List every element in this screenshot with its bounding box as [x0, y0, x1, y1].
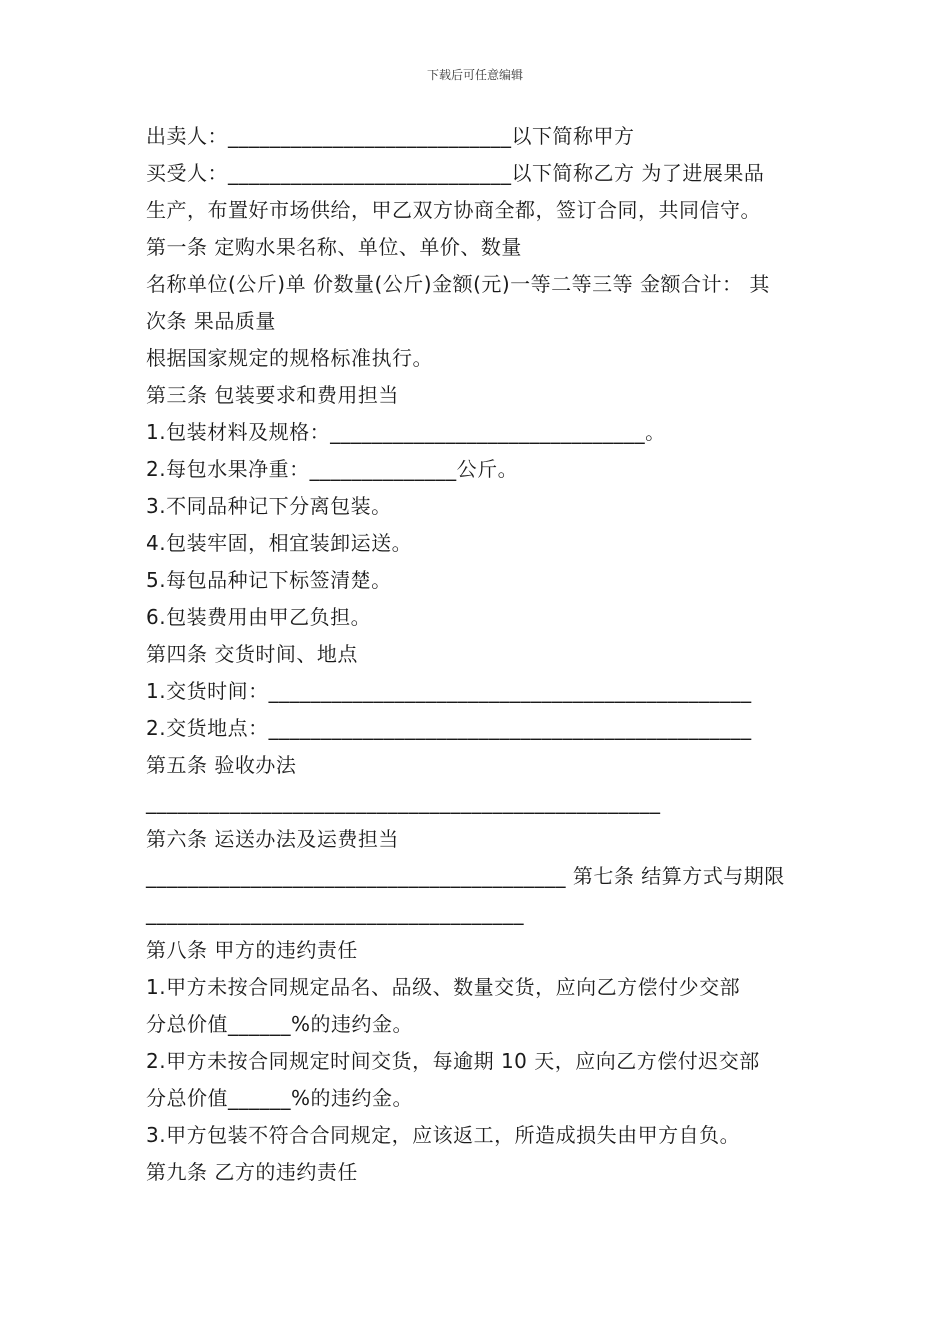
section-heading: 第五条 验收办法	[146, 753, 297, 777]
list-item: 3.不同品种记下分离包装。	[146, 494, 392, 518]
text-line: 分总价值______%的违约金。	[146, 1012, 414, 1036]
text-line: 出卖人：___________________________以下简称甲方	[146, 124, 635, 148]
list-item: 2.甲方未按合同规定时间交货，每逾期 10 天，应向乙方偿付迟交部	[146, 1049, 760, 1073]
text-line: 名称单位(公斤)单 价数量(公斤)金额(元)一等二等三等 金额合计： 其	[146, 272, 770, 296]
list-item: 1.包装材料及规格：______________________________。	[146, 420, 666, 444]
blank-fill-line: _________________________________________________	[146, 790, 661, 814]
section-heading: 第三条 包装要求和费用担当	[146, 383, 399, 407]
text-line: 生产，布置好市场供给，甲乙双方协商全都，签订合同，共同信守。	[146, 198, 761, 222]
section-heading: 第八条 甲方的违约责任	[146, 938, 358, 962]
section-heading: 第九条 乙方的违约责任	[146, 1160, 358, 1184]
text-line: 根据国家规定的规格标准执行。	[146, 346, 433, 370]
list-item: 2.交货地点：______________________________________________	[146, 716, 752, 740]
page-header: 下载后可任意编辑	[426, 68, 523, 82]
text-line: ________________________________________ 第七条 结算方式与期限	[146, 864, 785, 888]
section-heading: 次条 果品质量	[146, 309, 276, 333]
list-item: 6.包装费用由甲乙负担。	[146, 605, 372, 629]
list-item: 1.甲方未按合同规定品名、品级、数量交货，应向乙方偿付少交部	[146, 975, 741, 999]
list-item: 5.每包品种记下标签清楚。	[146, 568, 392, 592]
list-item: 2.每包水果净重：______________公斤。	[146, 457, 519, 481]
section-heading: 第六条 运送办法及运费担当	[146, 827, 399, 851]
text-line: 分总价值______%的违约金。	[146, 1086, 414, 1110]
list-item: 4.包装牢固，相宜装卸运送。	[146, 531, 413, 555]
list-item: 1.交货时间：______________________________________________	[146, 679, 752, 703]
document-body	[146, 118, 816, 1191]
section-heading: 第四条 交货时间、地点	[146, 642, 358, 666]
blank-fill-line: ____________________________________	[146, 901, 524, 925]
section-heading: 第一条 定购水果名称、单位、单价、数量	[146, 235, 522, 259]
list-item: 3.甲方包装不符合合同规定，应该返工，所造成损失由甲方自负。	[146, 1123, 741, 1147]
text-line: 买受人：___________________________以下简称乙方 为了进展果品	[146, 161, 765, 185]
